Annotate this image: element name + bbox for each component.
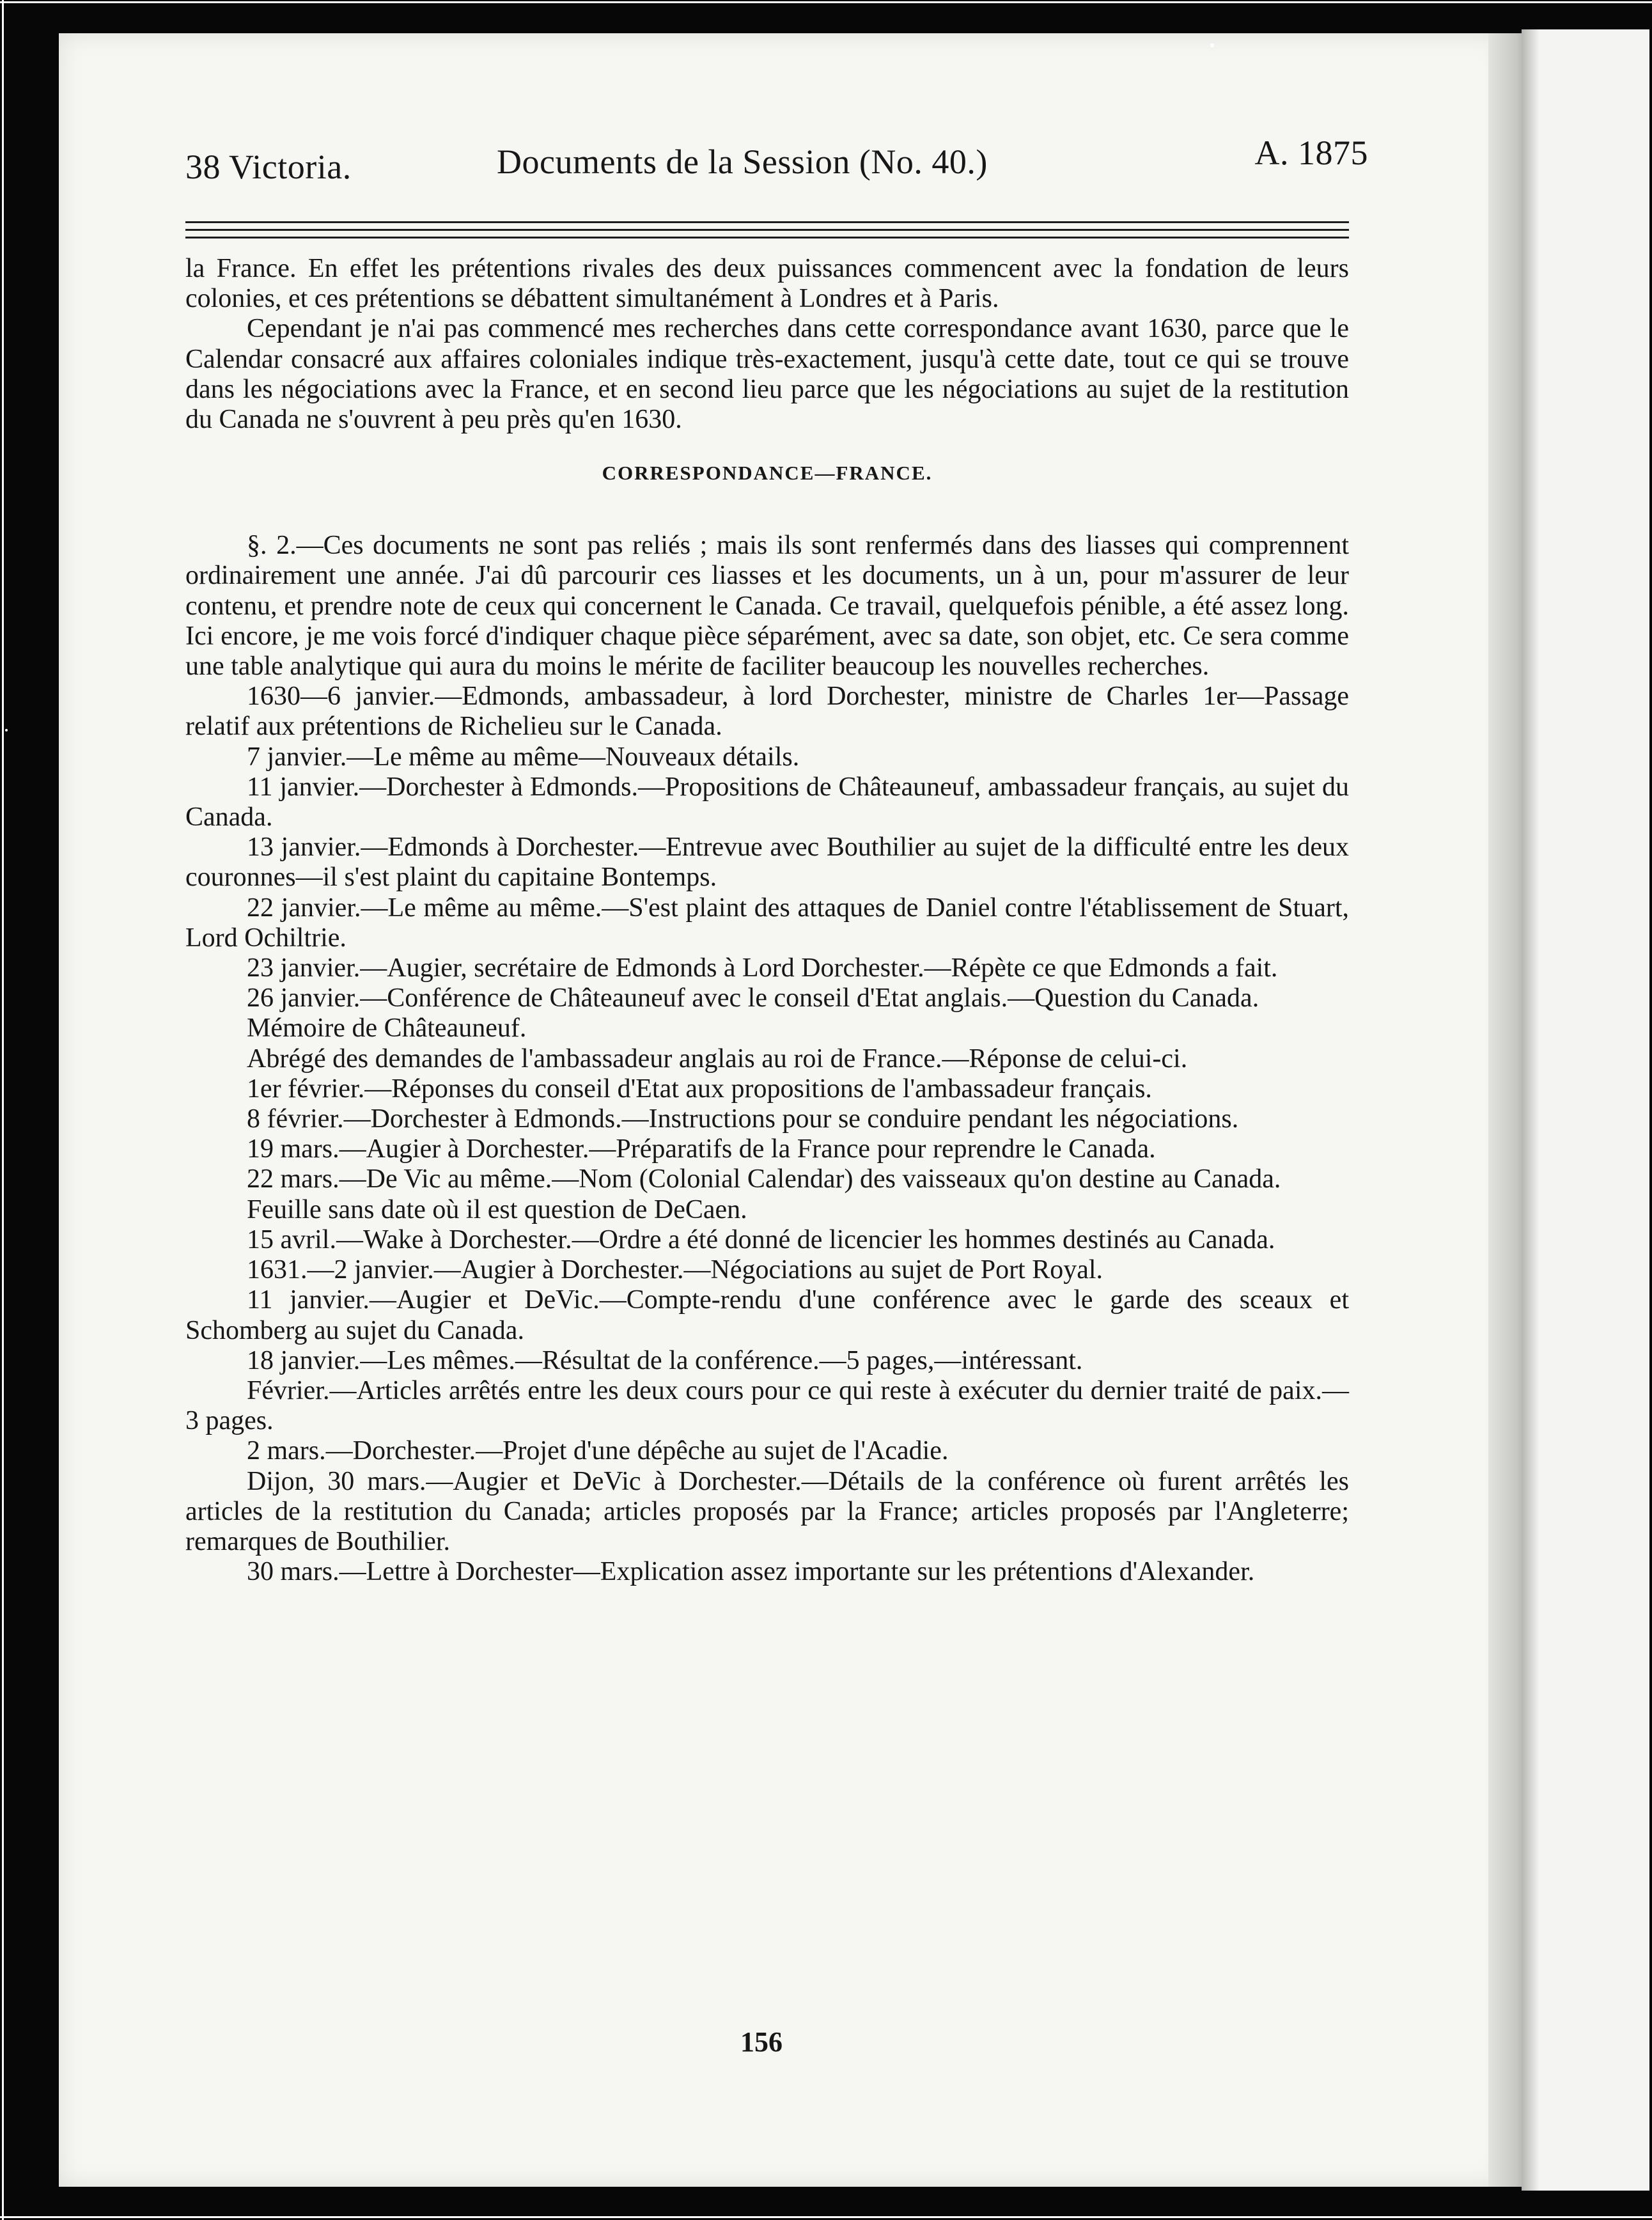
intro-paragraph: Cependant je n'ai pas commencé mes recherches dans cette correspondance avant 1630, parce que le Calendar consacré aux affaires coloniales indique très-exactement, jusqu'à cette date, tout ce qui se trouve dans les négociations avec la France, et en second lieu parce que les négociations au sujet de la restitution du Canada ne s'ouvrent à peu près qu'en 1630. — [185, 314, 1349, 435]
document-entry — [185, 1557, 1349, 1587]
entry-list — [185, 531, 1349, 1587]
entry-text: —Articles arrêtés entre les deux cours pour ce qui reste à exécuter du dernier traité de paix.—3 pages. — [185, 1375, 1349, 1436]
document-entry — [185, 742, 1349, 772]
document-entry — [185, 1195, 1349, 1225]
entry-text: —Le même au même—Nouveaux détails. — [347, 742, 800, 772]
scan-speck — [5, 729, 8, 731]
header-rule — [185, 221, 1349, 223]
entry-date: 13 janvier. — [247, 832, 361, 863]
document-entry — [185, 1104, 1349, 1134]
document-entry — [185, 953, 1349, 983]
document-entry — [185, 682, 1349, 742]
entry-text: —Edmonds, ambassadeur, à lord Dorchester, ministre de Charles 1er—Passage relatif aux prétentions de Richelieu sur le Canada. — [185, 682, 1349, 742]
entry-text: —Augier et DeVic à Dorchester.—Détails de la conférence où furent arrêtés les articles de la restitution du Canada; articles proposés par la France; articles proposés par l'Angleterre; remarques de Bouthilier. — [185, 1466, 1350, 1556]
entry-date: 11 janvier. — [247, 1285, 370, 1315]
scan-border-bottom — [0, 2216, 1652, 2218]
intro-paragraph: la France. En effet les prétentions rivales des deux puissances commencent avec la fondation de leurs colonies, et ces prétentions se débattent simultanément à Londres et à Paris. — [185, 254, 1349, 314]
entry-date: 1er février. — [247, 1074, 365, 1104]
entry-text: Feuille sans date où il est question de DeCaen. — [247, 1194, 747, 1224]
entry-text: —Réponses du conseil d'Etat aux propositions de l'ambassadeur français. — [364, 1074, 1152, 1104]
document-entry — [185, 1044, 1349, 1074]
entry-text: —Wake à Dorchester.—Ordre a été donné de licencier les hommes destinés au Canada. — [336, 1224, 1275, 1255]
document-entry — [185, 1164, 1349, 1194]
header-center: Documents de la Session (No. 40.) — [497, 143, 988, 181]
entry-text: —Dorchester à Edmonds.—Propositions de Châteauneuf, ambassadeur français, au sujet du Canada. — [185, 772, 1349, 832]
document-entry — [185, 1225, 1349, 1255]
section-paragraph: §. 2.—Ces documents ne sont pas reliés ; mais ils sont renfermés dans des liasses qui comprennent ordinairement une année. J'ai dû parcourir ces liasses et les documents, un à un, pour m'assurer de leur contenu, et prendre note de ceux qui concernent le Canada. Ce travail, quelquefois pénible, a été assez long. Ici encore, je me vois forcé d'indiquer chaque pièce séparément, avec sa date, son objet, etc. Ce sera comme une table analytique qui aura du moins le mérite de faciliter beaucoup les nouvelles recherches. — [185, 531, 1349, 682]
page-content — [185, 128, 1368, 1587]
entry-text: —Edmonds à Dorchester.—Entrevue avec Bouthilier au sujet de la difficulté entre les deux couronnes—il s'est plaint du capitaine Bontemps. — [185, 832, 1349, 893]
header-right: A. 1875 — [1254, 134, 1368, 172]
document-entry — [185, 983, 1349, 1013]
entry-text: —Augier, secrétaire de Edmonds à Lord Dorchester.—Répète ce que Edmonds a fait. — [360, 953, 1278, 983]
entry-date: 19 mars. — [247, 1134, 339, 1164]
document-entry — [185, 1013, 1349, 1044]
entry-date: 22 mars. — [247, 1164, 339, 1194]
intro-text — [185, 254, 1349, 435]
page-number: 156 — [740, 2026, 783, 2058]
entry-date: 7 janvier. — [247, 742, 347, 772]
entry-text: Mémoire de Châteauneuf. — [247, 1013, 527, 1044]
entry-date: 23 janvier. — [247, 953, 361, 983]
entry-text: Abrégé des demandes de l'ambassadeur anglais au roi de France.—Réponse de celui-ci. — [247, 1044, 1188, 1074]
document-entry — [185, 1285, 1349, 1345]
facing-page-edge — [1522, 29, 1649, 2191]
scan-border-left — [2, 0, 4, 2220]
entry-text: —Dorchester.—Projet d'une dépêche au sujet de l'Acadie. — [325, 1436, 949, 1466]
entry-text: —De Vic au même.—Nom (Colonial Calendar) des vaisseaux qu'on destine au Canada. — [339, 1164, 1281, 1194]
document-entries — [185, 682, 1349, 1587]
document-entry — [185, 1134, 1349, 1164]
entry-text: —Lettre à Dorchester—Explication assez importante sur les prétentions d'Alexander. — [339, 1557, 1255, 1587]
entry-date: 2 mars. — [247, 1436, 326, 1466]
entry-text: —Conférence de Châteauneuf avec le conseil d'Etat anglais.—Question du Canada. — [360, 983, 1259, 1013]
document-entry — [185, 893, 1349, 953]
entry-date: Février. — [247, 1375, 330, 1405]
entry-date: 11 janvier. — [247, 772, 360, 802]
document-entry — [185, 832, 1349, 893]
running-header — [185, 128, 1368, 198]
header-rule — [185, 229, 1349, 231]
entry-date: Dijon, 30 mars. — [247, 1466, 426, 1496]
entry-text: —Augier à Dorchester.—Préparatifs de la France pour reprendre le Canada. — [339, 1134, 1156, 1164]
scan-border-top — [0, 1, 1652, 3]
scan-speck — [1210, 43, 1214, 47]
document-entry — [185, 772, 1349, 832]
entry-date: 30 mars. — [247, 1557, 339, 1587]
document-entry — [185, 1376, 1349, 1436]
entry-text: —Les mêmes.—Résultat de la conférence.—5 pages,—intéressant. — [360, 1345, 1083, 1375]
entry-text: —Augier et DeVic.—Compte-rendu d'une conférence avec le garde des sceaux et Schomberg au sujet du Canada. — [185, 1285, 1349, 1345]
entry-date: 8 février. — [247, 1104, 344, 1134]
entry-text: —Le même au même.—S'est plaint des attaques de Daniel contre l'établissement de Stuart, Lord Ochiltrie. — [185, 893, 1350, 953]
document-entry — [185, 1074, 1349, 1104]
entry-date: 1630—6 janvier. — [247, 682, 435, 712]
document-entry — [185, 1346, 1349, 1376]
entry-text: —Augier à Dorchester.—Négociations au sujet de Port Royal. — [433, 1255, 1103, 1285]
document-entry — [185, 1255, 1349, 1285]
entry-date: 22 janvier. — [247, 893, 361, 923]
document-entry — [185, 1467, 1349, 1558]
header-rule — [185, 237, 1349, 238]
section-title: CORRESPONDANCE—FRANCE. — [602, 462, 933, 485]
header-left: 38 Victoria. — [185, 148, 352, 186]
document-entry — [185, 1436, 1349, 1466]
entry-date: 18 janvier. — [247, 1345, 361, 1375]
entry-date: 15 avril. — [247, 1224, 336, 1255]
entry-date: 26 janvier. — [247, 983, 361, 1013]
entry-text: —Dorchester à Edmonds.—Instructions pour se conduire pendant les négociations. — [343, 1104, 1239, 1134]
entry-date: 1631.—2 janvier. — [247, 1255, 434, 1285]
